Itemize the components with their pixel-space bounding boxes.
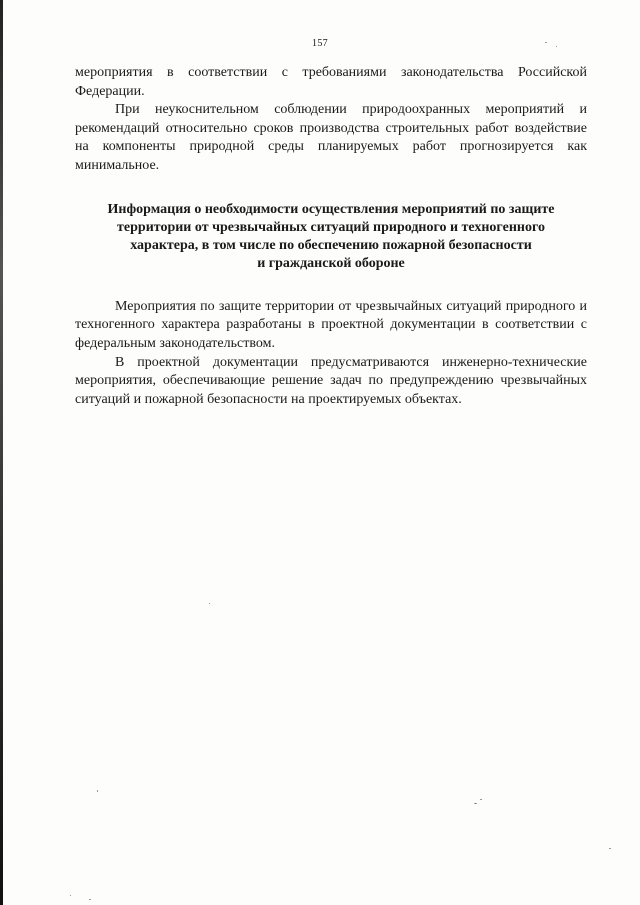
scan-speck bbox=[480, 799, 482, 800]
scan-speck bbox=[89, 899, 91, 900]
scan-speck bbox=[556, 46, 557, 47]
page-number: 157 bbox=[312, 38, 328, 49]
document-body bbox=[75, 64, 587, 409]
paragraph-environment-impact: При неукоснительном соблюдении природоохранных мероприятий и рекомендаций относительно сроков производства строительных работ воздействие на компоненты природной среды планируемых работ прогнозируется как минимальное. bbox=[75, 102, 587, 173]
paragraph-continuation: мероприятия в соответствии с требованиями законодательства Российской Федерации. bbox=[75, 65, 587, 99]
section-heading-line: и гражданской обороне bbox=[257, 256, 405, 272]
section-heading bbox=[75, 201, 587, 274]
scan-speck bbox=[609, 848, 611, 849]
paragraph-protection-measures: Мероприятия по защите территории от чрезвычайных ситуаций природного и техногенного характера разработаны в проектной документации в соответствии с федеральным законодательством. bbox=[75, 298, 587, 351]
scan-speck bbox=[209, 603, 210, 604]
section-heading-line: территории от чрезвычайных ситуаций природного и техногенного bbox=[117, 219, 545, 235]
paragraph-engineering-measures: В проектной документации предусматриваются инженерно-технические мероприятия, обеспечивающие решение задач по предупреждению чрезвычайных ситуаций и пожарной безопасности на проектируемых объектах. bbox=[75, 354, 587, 407]
section-heading-line: Информация о необходимости осуществления мероприятий по защите bbox=[107, 201, 555, 217]
scan-speck bbox=[545, 42, 547, 43]
scan-edge-shadow bbox=[0, 0, 3, 905]
scan-speck bbox=[70, 895, 71, 896]
scan-speck bbox=[97, 790, 98, 792]
scan-speck bbox=[474, 803, 477, 804]
section-heading-line: характера, в том числе по обеспечению пожарной безопасности bbox=[130, 238, 532, 254]
